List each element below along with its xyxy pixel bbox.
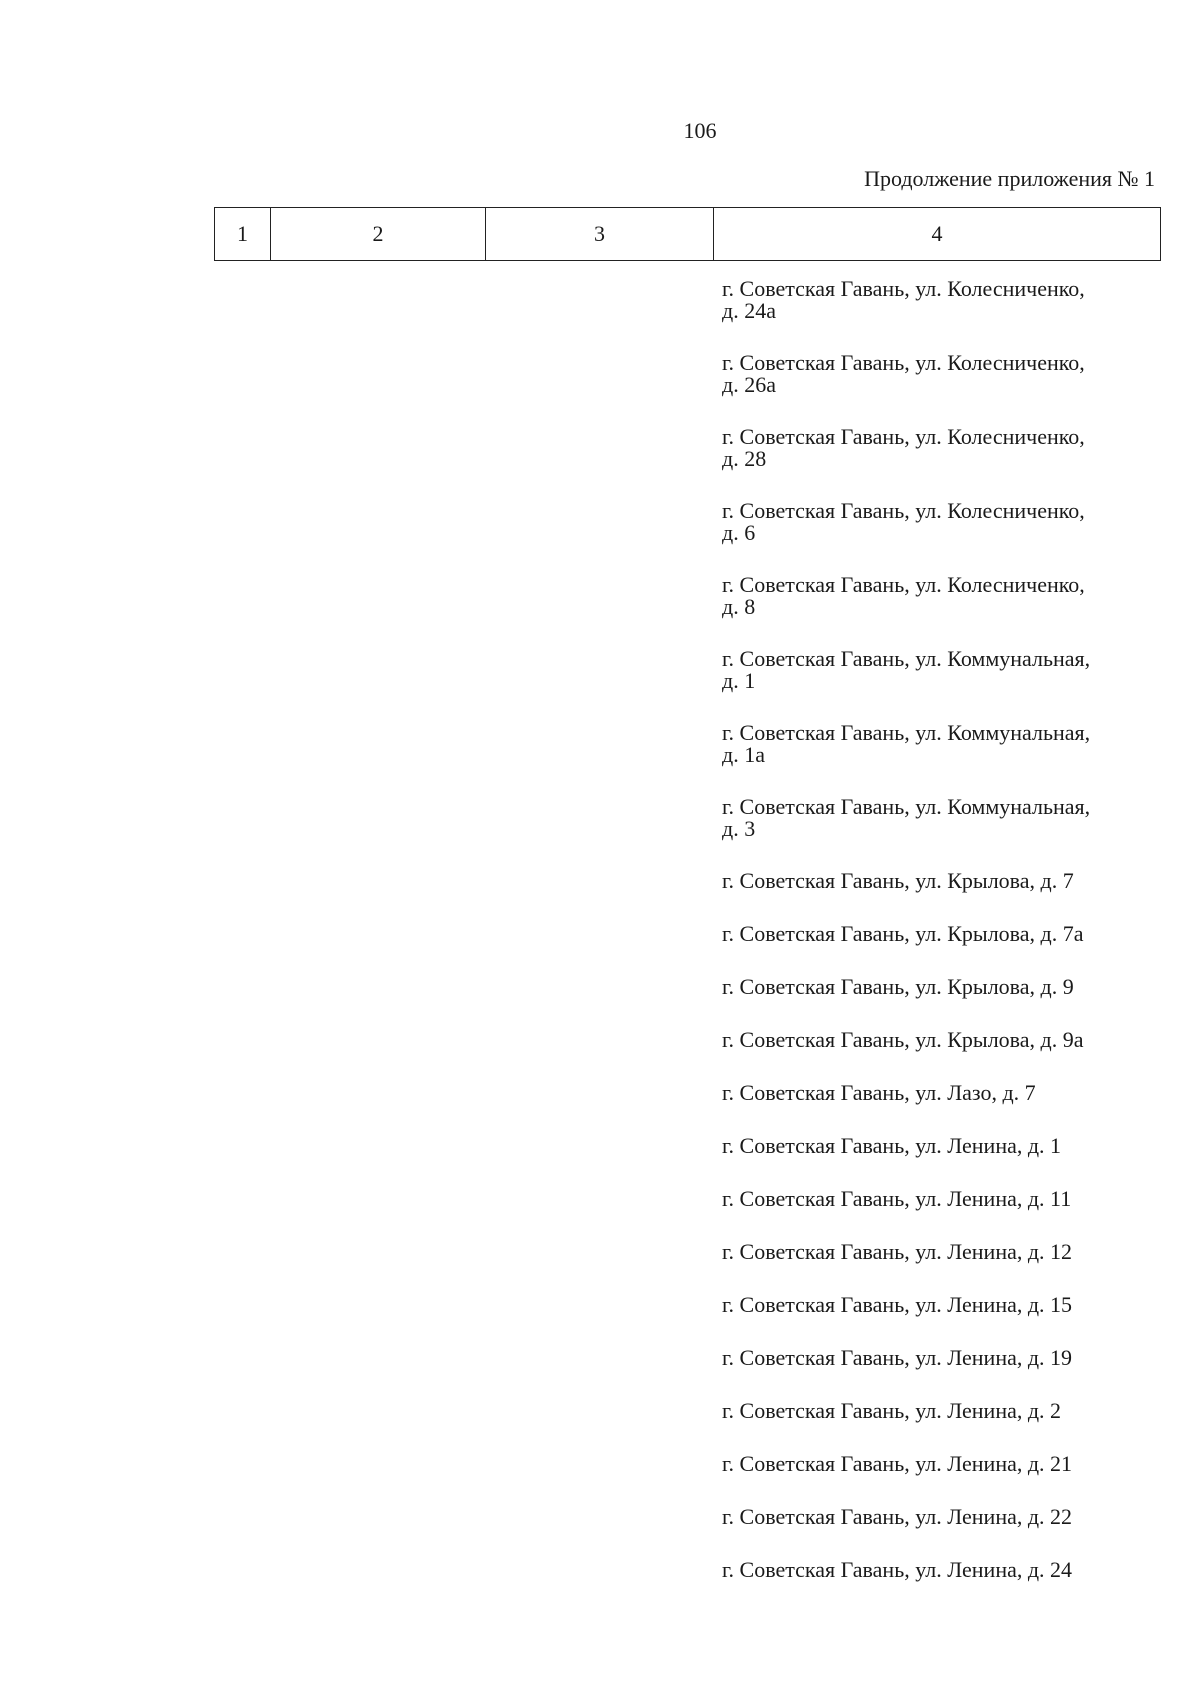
- address-line: г. Советская Гавань, ул. Ленина, д. 2: [722, 1398, 1062, 1423]
- address-line: д. 1: [722, 668, 756, 693]
- address-line: г. Советская Гавань, ул. Колесниченко,: [722, 572, 1085, 597]
- address-item: [722, 1029, 1162, 1082]
- address-line: д. 28: [722, 446, 767, 471]
- address-item: [722, 1188, 1162, 1241]
- address-item: [722, 500, 1162, 574]
- address-item: [722, 1559, 1162, 1612]
- address-line: г. Советская Гавань, ул. Крылова, д. 9а: [722, 1027, 1084, 1052]
- address-line: г. Советская Гавань, ул. Ленина, д. 11: [722, 1186, 1072, 1211]
- address-item: [722, 1294, 1162, 1347]
- address-item: [722, 648, 1162, 722]
- address-item: [722, 1347, 1162, 1400]
- address-item: [722, 796, 1162, 870]
- address-line: г. Советская Гавань, ул. Ленина, д. 15: [722, 1292, 1073, 1317]
- address-line: г. Советская Гавань, ул. Ленина, д. 21: [722, 1451, 1073, 1476]
- address-line: д. 1а: [722, 742, 765, 767]
- address-line: г. Советская Гавань, ул. Коммунальная,: [722, 646, 1091, 671]
- address-item: [722, 426, 1162, 500]
- address-line: г. Советская Гавань, ул. Колесниченко,: [722, 276, 1085, 301]
- address-line: г. Советская Гавань, ул. Колесниченко,: [722, 350, 1085, 375]
- address-line: д. 8: [722, 594, 756, 619]
- address-line: д. 3: [722, 816, 756, 841]
- address-line: г. Советская Гавань, ул. Колесниченко,: [722, 498, 1085, 523]
- address-list: [722, 278, 1162, 1612]
- address-line: д. 6: [722, 520, 756, 545]
- address-item: [722, 1453, 1162, 1506]
- address-line: г. Советская Гавань, ул. Ленина, д. 24: [722, 1557, 1073, 1582]
- column-header-table: [214, 207, 1161, 261]
- address-item: [722, 722, 1162, 796]
- address-item: [722, 976, 1162, 1029]
- address-item: [722, 278, 1162, 352]
- address-line: г. Советская Гавань, ул. Ленина, д. 12: [722, 1239, 1073, 1264]
- address-line: г. Советская Гавань, ул. Ленина, д. 1: [722, 1133, 1062, 1158]
- address-item: [722, 352, 1162, 426]
- address-line: г. Советская Гавань, ул. Коммунальная,: [722, 794, 1091, 819]
- address-line: г. Советская Гавань, ул. Ленина, д. 19: [722, 1345, 1073, 1370]
- address-line: г. Советская Гавань, ул. Коммунальная,: [722, 720, 1091, 745]
- address-item: [722, 870, 1162, 923]
- address-item: [722, 923, 1162, 976]
- address-line: г. Советская Гавань, ул. Крылова, д. 7: [722, 868, 1074, 893]
- address-line: д. 26а: [722, 372, 776, 397]
- column-header-2: 2: [271, 208, 486, 261]
- address-line: г. Советская Гавань, ул. Ленина, д. 22: [722, 1504, 1073, 1529]
- address-line: г. Советская Гавань, ул. Лазо, д. 7: [722, 1080, 1036, 1105]
- address-item: [722, 1241, 1162, 1294]
- address-item: [722, 1082, 1162, 1135]
- column-header-1: 1: [215, 208, 271, 261]
- address-line: г. Советская Гавань, ул. Крылова, д. 9: [722, 974, 1074, 999]
- page-number: 106: [683, 118, 717, 143]
- column-header-row: [215, 208, 1161, 261]
- column-header-4: 4: [714, 208, 1161, 261]
- address-line: г. Советская Гавань, ул. Крылова, д. 7а: [722, 921, 1084, 946]
- address-item: [722, 574, 1162, 648]
- address-line: г. Советская Гавань, ул. Колесниченко,: [722, 424, 1085, 449]
- appendix-continuation-note: Продолжение приложения № 1: [864, 166, 1155, 191]
- address-item: [722, 1135, 1162, 1188]
- address-line: д. 24а: [722, 298, 776, 323]
- address-item: [722, 1400, 1162, 1453]
- column-header-3: 3: [486, 208, 714, 261]
- address-item: [722, 1506, 1162, 1559]
